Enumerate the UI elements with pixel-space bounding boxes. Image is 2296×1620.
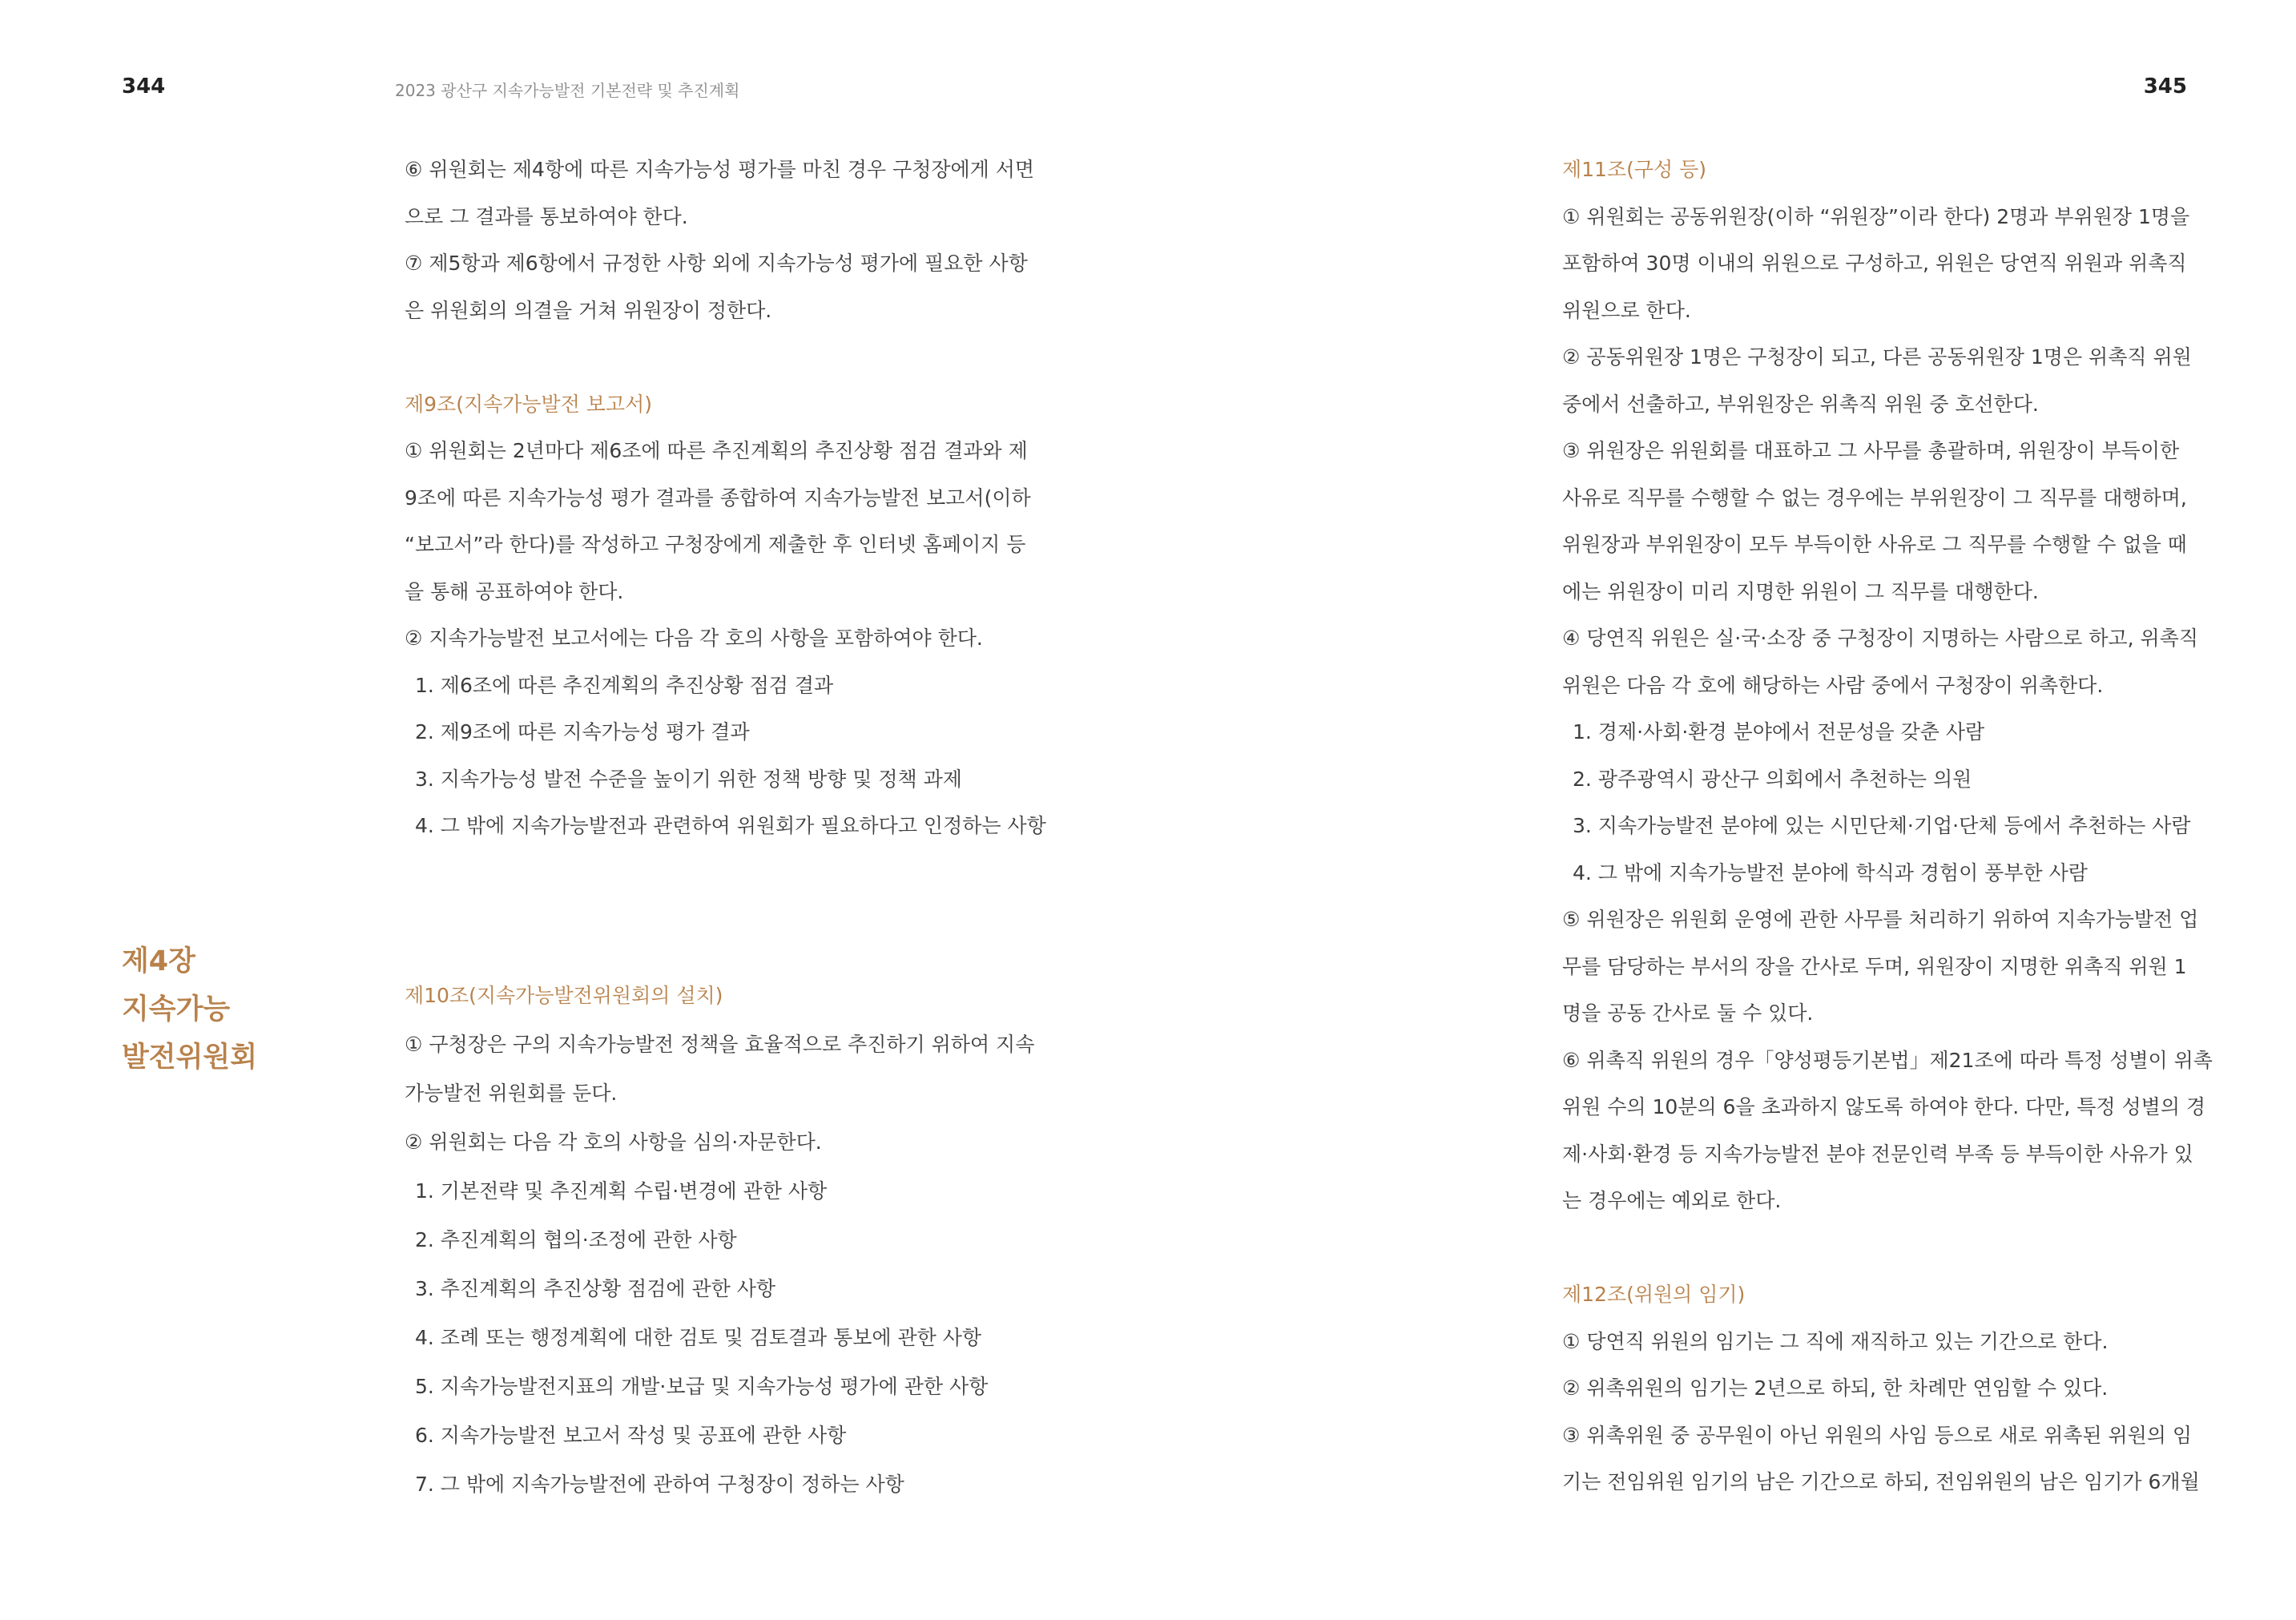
body-line: ① 당연직 위원의 임기는 그 직에 재직하고 있는 기간으로 한다. [1562, 1329, 2109, 1353]
body-line: “보고서”라 한다)를 작성하고 구청장에게 제출한 후 인터넷 홈페이지 등 [405, 533, 1026, 556]
chapter-title [122, 937, 257, 1082]
list-item: 3. 지속가능성 발전 수준을 높이기 위한 정책 방향 및 정책 과제 [415, 767, 962, 791]
body-line: 는 경우에는 예외로 한다. [1562, 1189, 1782, 1212]
body-line: 무를 담당하는 부서의 장을 간사로 두며, 위원장이 지명한 위촉직 위원 1 [1562, 954, 2187, 978]
article-10-heading: 제10조(지속가능발전위원회의 설치) [405, 983, 723, 1007]
list-item: 3. 추진계획의 추진상황 점검에 관한 사항 [415, 1276, 775, 1300]
body-line: 으로 그 결과를 통보하여야 한다. [405, 204, 688, 228]
list-item: 1. 경제·사회·환경 분야에서 전문성을 갖춘 사람 [1573, 720, 1985, 744]
body-line: ② 공동위원장 1명은 구청장이 되고, 다른 공동위원장 1명은 위촉직 위원 [1562, 345, 2192, 369]
body-line: ③ 위원장은 위원회를 대표하고 그 사무를 총괄하며, 위원장이 부득이한 [1562, 439, 2180, 462]
body-line: 위원은 다음 각 호에 해당하는 사람 중에서 구청장이 위촉한다. [1562, 673, 2104, 697]
body-line: ① 구청장은 구의 지속가능발전 정책을 효율적으로 추진하기 위하여 지속 [405, 1032, 1035, 1056]
list-item: 4. 그 밖에 지속가능발전 분야에 학식과 경험이 풍부한 사람 [1573, 860, 2088, 885]
page-number-left: 344 [122, 75, 166, 99]
article-12-heading: 제12조(위원의 임기) [1562, 1283, 1746, 1306]
list-item: 5. 지속가능발전지표의 개발·보급 및 지속가능성 평가에 관한 사항 [415, 1374, 989, 1398]
list-item: 1. 제6조에 따른 추진계획의 추진상황 점검 결과 [415, 673, 834, 697]
body-line: 가능발전 위원회를 둔다. [405, 1081, 618, 1105]
body-line: 9조에 따른 지속가능성 평가 결과를 종합하여 지속가능발전 보고서(이하 [405, 486, 1031, 510]
left-column [405, 147, 1046, 1509]
body-line: ⑥ 위원회는 제4항에 따른 지속가능성 평가를 마친 경우 구청장에게 서면 [405, 158, 1035, 181]
list-item: 1. 기본전략 및 추진계획 수립·변경에 관한 사항 [415, 1179, 828, 1203]
body-line: 에는 위원장이 미리 지명한 위원이 그 직무를 대행한다. [1562, 579, 2039, 603]
body-line: 사유로 직무를 수행할 수 없는 경우에는 부위원장이 그 직무를 대행하며, [1562, 486, 2187, 510]
body-line: ⑤ 위원장은 위원회 운영에 관한 사무를 처리하기 위하여 지속가능발전 업 [1562, 908, 2199, 931]
body-line: 제·사회·환경 등 지속가능발전 분야 전문인력 부족 등 부득이한 사유가 있 [1562, 1142, 2193, 1166]
body-line: ② 지속가능발전 보고서에는 다음 각 호의 사항을 포함하여야 한다. [405, 627, 983, 650]
body-line: ① 위원회는 2년마다 제6조에 따른 추진계획의 추진상황 점검 결과와 제 [405, 439, 1028, 462]
body-line: 은 위원회의 의결을 거쳐 위원장이 정한다. [405, 298, 772, 322]
list-item: 3. 지속가능발전 분야에 있는 시민단체·기업·단체 등에서 추천하는 사람 [1573, 814, 2191, 837]
body-line: ④ 당연직 위원은 실·국·소장 중 구청장이 지명하는 사람으로 하고, 위촉직 [1562, 627, 2198, 650]
list-item: 2. 제9조에 따른 지속가능성 평가 결과 [415, 720, 750, 744]
body-line: 기는 전임위원 임기의 남은 기간으로 하되, 전임위원의 남은 임기가 6개월 [1562, 1470, 2200, 1493]
spacer [405, 850, 1029, 971]
body-line: 포함하여 30명 이내의 위원으로 구성하고, 위원은 당연직 위원과 위촉직 [1562, 252, 2187, 275]
article-10-body [405, 1020, 1035, 1509]
page-number-right: 345 [2143, 75, 2187, 99]
article-11-heading: 제11조(구성 등) [1562, 158, 1707, 181]
body-line: 중에서 선출하고, 부위원장은 위촉직 위원 중 호선한다. [1562, 392, 2039, 416]
running-head: 2023 광산구 지속가능발전 기본전략 및 추진계획 [395, 81, 740, 100]
list-item: 6. 지속가능발전 보고서 작성 및 공표에 관한 사항 [415, 1423, 847, 1447]
article-9-heading: 제9조(지속가능발전 보고서) [405, 392, 653, 416]
right-column [1562, 147, 2213, 1506]
chapter-title-line: 발전위원회 [122, 1042, 258, 1074]
intro-paragraphs [405, 147, 1035, 334]
body-line: ① 위원회는 공동위원장(이하 “위원장”이라 한다) 2명과 부위원장 1명을 [1562, 204, 2190, 228]
chapter-title-line: 지속가능 [122, 993, 231, 1026]
list-item: 7. 그 밖에 지속가능발전에 관하여 구청장이 정하는 사항 [415, 1472, 904, 1496]
body-line: 위원 수의 10분의 6을 초과하지 않도록 하여야 한다. 다만, 특정 성별의 경 [1562, 1095, 2206, 1118]
body-line: ⑥ 위촉직 위원의 경우「양성평등기본법」제21조에 따라 특정 성별이 위촉 [1562, 1048, 2213, 1072]
body-line: 위원장과 부위원장이 모두 부득이한 사유로 그 직무를 수행할 수 없을 때 [1562, 533, 2187, 556]
body-line: 을 통해 공표하여야 한다. [405, 579, 624, 603]
body-line: ② 위촉위원의 임기는 2년으로 하되, 한 차례만 연임할 수 있다. [1562, 1376, 2109, 1400]
spacer [405, 334, 1029, 381]
chapter-title-line: 제4장 [122, 945, 195, 977]
list-item: 2. 추진계획의 협의·조정에 관한 사항 [415, 1227, 737, 1251]
spacer [1562, 1225, 2187, 1272]
list-item: 4. 조례 또는 행정계획에 대한 검토 및 검토결과 통보에 관한 사항 [415, 1325, 982, 1349]
list-item: 2. 광주광역시 광산구 의회에서 추천하는 의원 [1573, 767, 1972, 791]
body-line: ⑦ 제5항과 제6항에서 규정한 사항 외에 지속가능성 평가에 필요한 사항 [405, 252, 1028, 275]
body-line: ③ 위촉위원 중 공무원이 아닌 위원의 사임 등으로 새로 위촉된 위원의 임 [1562, 1423, 2193, 1447]
body-line: 명을 공동 간사로 둘 수 있다. [1562, 1001, 1814, 1025]
body-line: 위원으로 한다. [1562, 298, 1691, 322]
list-item: 4. 그 밖에 지속가능발전과 관련하여 위원회가 필요하다고 인정하는 사항 [415, 814, 1046, 837]
body-line: ② 위원회는 다음 각 호의 사항을 심의·자문한다. [405, 1130, 822, 1154]
